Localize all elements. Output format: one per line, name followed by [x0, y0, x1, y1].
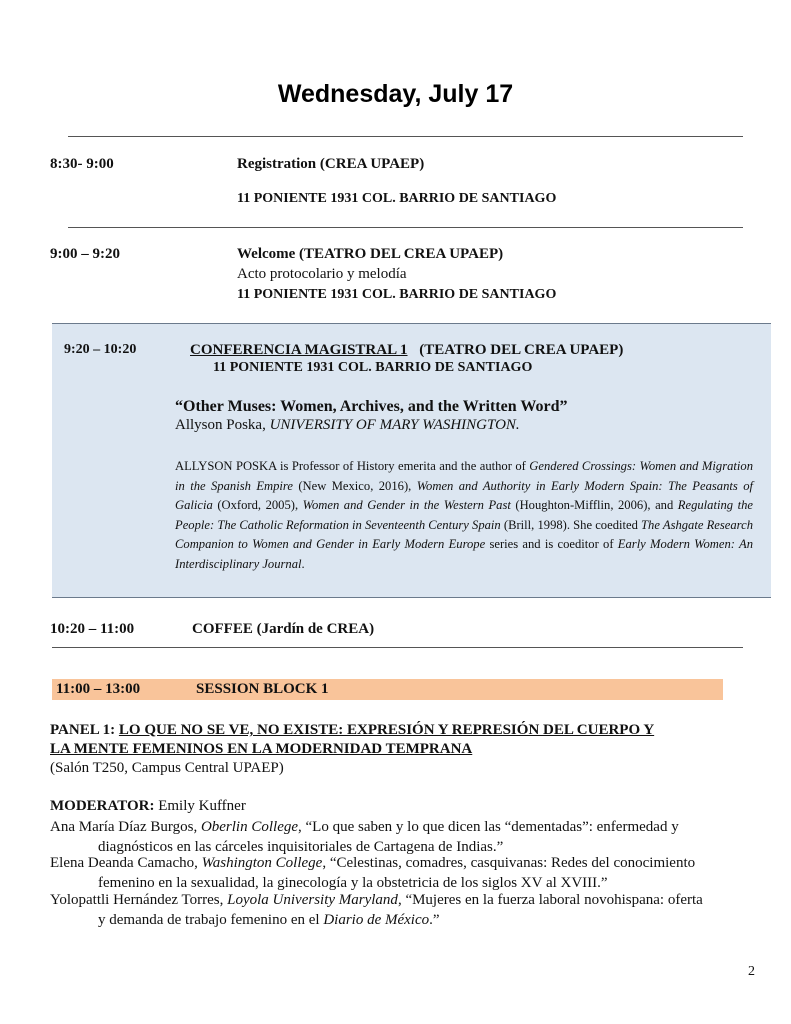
page-number: 2 — [748, 964, 755, 979]
panel-location: (Salón T250, Campus Central UPAEP) — [50, 760, 284, 776]
paper-title-cont: femenino en la sexualidad, la ginecología y la obstetricia de los siglos XV al XVIII.” — [98, 875, 608, 891]
paper-institution: Washington College — [201, 855, 323, 871]
bio-text: (Brill, 1998). She coedited — [500, 517, 642, 532]
divider — [52, 647, 743, 648]
coffee-time: 10:20 – 11:00 — [50, 621, 135, 637]
bio-text: (New Mexico, 2016), — [292, 478, 417, 493]
keynote-time: 9:20 – 10:20 — [64, 342, 137, 357]
paper-author: Ana María Díaz Burgos, — [50, 819, 198, 835]
session-block-bar — [52, 679, 723, 700]
welcome-time: 9:00 – 9:20 — [50, 246, 120, 262]
panel-title: LO QUE NO SE VE, NO EXISTE: EXPRESIÓN Y REPRESIÓN DEL CUERPO Y — [118, 722, 655, 738]
paper-title-text: y demanda de trabajo femenino en el — [98, 912, 324, 928]
paper-title: , “Lo que saben y lo que dicen las “dementadas”: enfermedad y — [298, 819, 679, 835]
keynote-talk-title: “Other Muses: Women, Archives, and the Written Word” — [175, 398, 568, 415]
bio-text: . — [301, 556, 305, 571]
paper-title: , “Mujeres en la fuerza laboral novohispana: oferta — [397, 892, 703, 908]
session-block-time: 11:00 – 13:00 — [56, 681, 141, 697]
session-block-title: SESSION BLOCK 1 — [196, 681, 329, 697]
registration-title: Registration (CREA UPAEP) — [237, 156, 425, 172]
paper-institution: Loyola University Maryland — [227, 892, 398, 908]
panel-paper — [50, 890, 750, 930]
divider — [68, 136, 743, 137]
paper-title-cont — [50, 910, 750, 930]
bio-text: (Houghton-Mifflin, 2006), and — [510, 498, 678, 512]
bio-book-title: Early Modern Women: An Interdisciplinary Journal — [175, 537, 754, 571]
bio-text: (Oxford, 2005), — [212, 498, 303, 512]
keynote-affiliation: UNIVERSITY OF MARY WASHINGTON. — [269, 417, 520, 433]
registration-address: 11 PONIENTE 1931 COL. BARRIO DE SANTIAGO — [237, 191, 557, 206]
page-title: Wednesday, July 17 — [277, 80, 514, 108]
moderator-name: Emily Kuffner — [158, 798, 246, 814]
paper-institution: Oberlin College — [200, 819, 299, 835]
panel-moderator — [50, 798, 246, 815]
divider — [68, 227, 743, 228]
bio-book-title: Regulating the People: The Catholic Reformation in Seventeenth Century Spain — [175, 498, 753, 532]
bio-book-title: Women and Authority in Early Modern Spain: The Peasants of Galicia — [175, 478, 753, 512]
panel-paper — [50, 853, 750, 893]
bio-book-title: Women and Gender in the Western Past — [302, 498, 511, 512]
bio-book-title: Gendered Crossings: Women and Migration in the Spanish Empire — [175, 459, 753, 493]
paper-title-text: .” — [429, 912, 440, 928]
paper-author: Yolopattli Hernández Torres, — [50, 892, 224, 908]
paper-title-cont: diagnósticos en las cárceles inquisitoriales de Cartagena de Indias.” — [98, 839, 504, 855]
paper-title: , “Celestinas, comadres, casquivanas: Redes del conocimiento — [322, 855, 696, 871]
bio-book-title: The Ashgate Research Companion to Women and Gender in Early Modern Europe — [175, 517, 753, 551]
keynote-heading — [190, 342, 623, 359]
welcome-address: 11 PONIENTE 1931 COL. BARRIO DE SANTIAGO — [237, 287, 557, 302]
coffee-title: COFFEE (Jardín de CREA) — [192, 621, 375, 637]
panel-title-line2: LA MENTE FEMENINOS EN LA MODERNIDAD TEMPRANA — [50, 741, 473, 757]
bio-text: ALLYSON POSKA is Professor of History emerita and the author of — [175, 459, 530, 473]
panel-label: PANEL 1: — [50, 722, 116, 738]
paper-author: Elena Deanda Camacho, — [50, 855, 198, 871]
welcome-subtitle: Acto protocolario y melodía — [237, 266, 407, 282]
paper-journal: Diario de México — [323, 912, 430, 928]
keynote-label: CONFERENCIA MAGISTRAL 1 — [190, 342, 408, 358]
panel-paper — [50, 817, 750, 857]
keynote-speaker-name: Allyson Poska, — [175, 417, 266, 433]
keynote-bio — [175, 457, 753, 574]
keynote-speaker — [175, 417, 520, 434]
registration-time: 8:30- 9:00 — [50, 156, 114, 172]
bio-text: series and is coeditor of — [485, 537, 618, 551]
keynote-venue: (TEATRO DEL CREA UPAEP) — [419, 342, 624, 358]
welcome-title: Welcome (TEATRO DEL CREA UPAEP) — [237, 246, 504, 262]
keynote-address: 11 PONIENTE 1931 COL. BARRIO DE SANTIAGO — [213, 360, 533, 375]
moderator-label: MODERATOR: — [50, 798, 155, 814]
panel-title-line1 — [50, 722, 654, 739]
